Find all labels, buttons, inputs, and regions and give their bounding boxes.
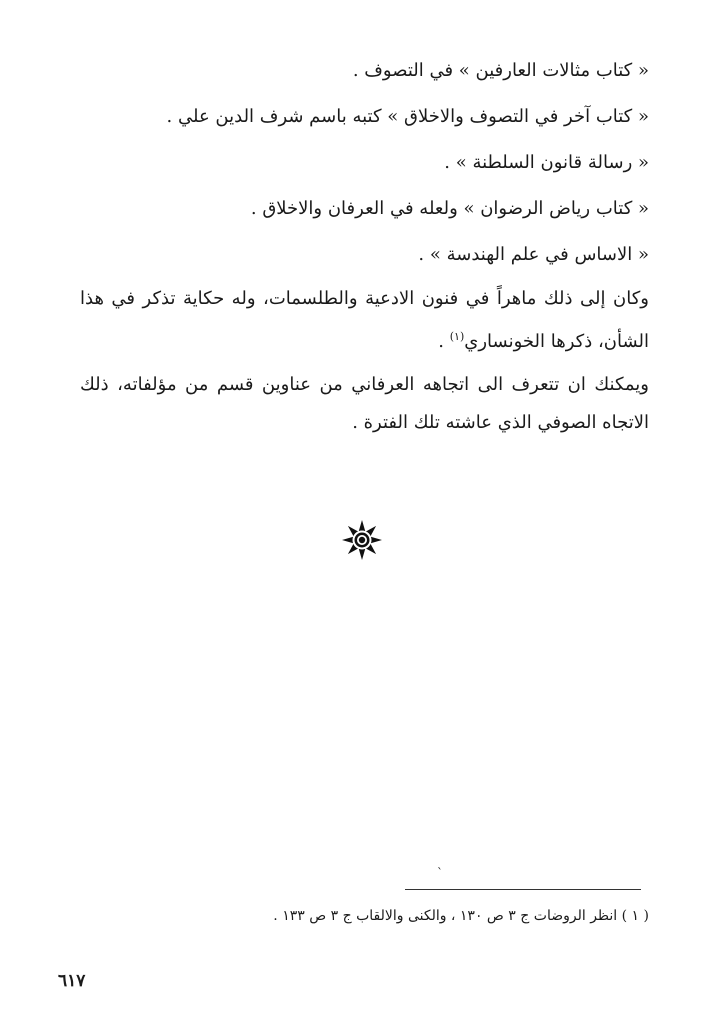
paragraph-1-line-2 (438, 324, 649, 355)
footnote-reference: (١) (449, 330, 465, 343)
paragraph-2-line-2: الاتجاه الصوفي الذي عاشته تلك الفترة . (352, 412, 649, 433)
footnote-text: ( ١ ) انظر الروضات ج ٣ ص ١٣٠ ، والكنى والالقاب ج ٣ ص ١٣٣ . (273, 908, 649, 924)
book-item-5: « الاساس في علم الهندسة » . (418, 244, 649, 265)
paragraph-1-line-2-text: الشأن، ذكرها الخونساري (464, 331, 649, 352)
footnote-tick-mark: ` (437, 866, 443, 880)
paragraph-1-line-2-end: . (438, 331, 450, 352)
book-item-4: « كتاب رياض الرضوان » ولعله في العرفان والاخلاق . (250, 198, 649, 219)
page-number: ٦١٧ (58, 971, 86, 991)
book-item-1: « كتاب مثالات العارفين » في التصوف . (352, 60, 649, 81)
paragraph-1-line-1: وكان إلى ذلك ماهراً في فنون الادعية والطلسمات، وله حكاية تذكر في هذا (80, 288, 649, 309)
star-ornament-icon (342, 520, 382, 560)
paragraph-2-line-1: ويمكنك ان تتعرف الى اتجاهه العرفاني من عناوين قسم من مؤلفاته، ذلك (80, 374, 649, 395)
book-item-3: « رسالة قانون السلطنة » . (444, 152, 649, 173)
book-item-2: « كتاب آخر في التصوف والاخلاق » كتبه باسم شرف الدين علي . (166, 106, 649, 127)
footnote-divider (405, 889, 641, 890)
